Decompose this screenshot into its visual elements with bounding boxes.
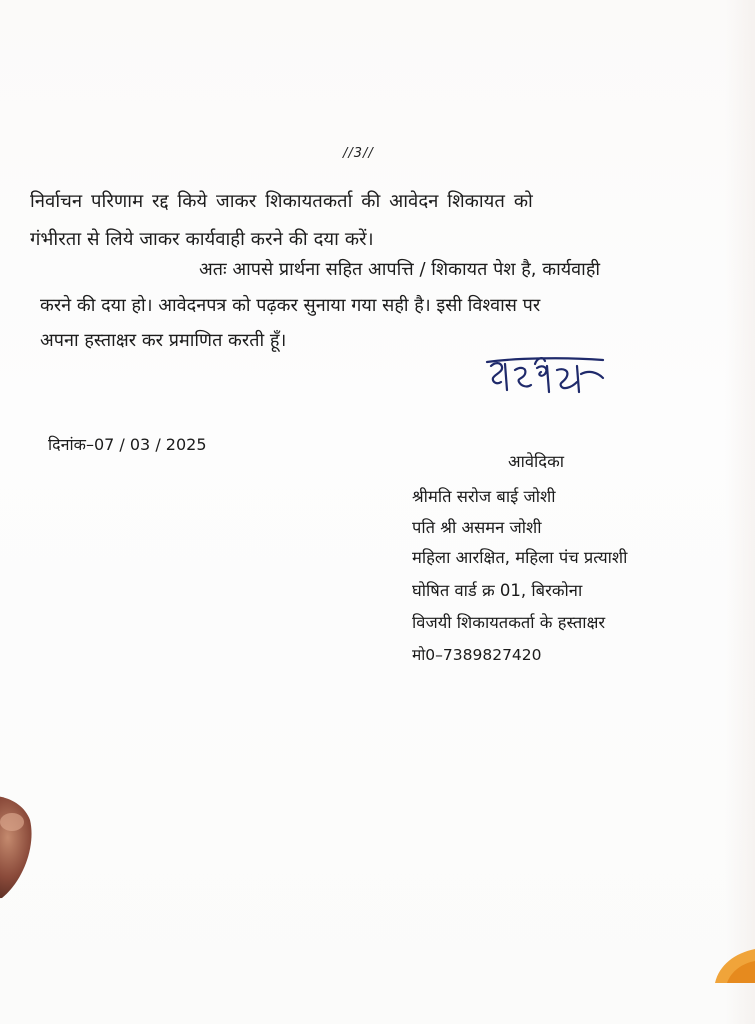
handwritten-signature: [485, 352, 610, 400]
body-line-1: निर्वाचन परिणाम रद्द किये जाकर शिकायतकर्ता की आवेदन शिकायत को: [30, 191, 533, 212]
date: दिनांक–07 / 03 / 2025: [48, 435, 207, 454]
applicant-category: महिला आरक्षित, महिला पंच प्रत्याशी: [412, 548, 628, 567]
body-line-2: गंभीरता से लिये जाकर कार्यवाही करने की दया करें।: [30, 229, 374, 250]
applicant-mobile: मो0–7389827420: [412, 646, 542, 664]
applicant-signature-label: विजयी शिकायतकर्ता के हस्ताक्षर: [412, 613, 606, 632]
page-shadow: [725, 0, 755, 1024]
finger-photo-artifact: [0, 790, 34, 900]
page-number: //3//: [343, 146, 374, 161]
applicant-husband: पति श्री असमन जोशी: [412, 518, 542, 537]
applicant-name: श्रीमति सरोज बाई जोशी: [412, 487, 556, 506]
body-line-3: अतः आपसे प्रार्थना सहित आपत्ति / शिकायत पेश है, कार्यवाही: [199, 259, 601, 280]
applicant-ward: घोषित वार्ड क्र 01, बिरकोना: [412, 581, 583, 600]
corner-object-artifact: [705, 935, 755, 983]
body-line-5: अपना हस्ताक्षर कर प्रमाणित करती हूँ।: [40, 330, 287, 351]
applicant-title: आवेदिका: [508, 452, 565, 471]
body-line-4: करने की दया हो। आवेदनपत्र को पढ़कर सुनाया गया सही है। इसी विश्वास पर: [40, 295, 541, 316]
